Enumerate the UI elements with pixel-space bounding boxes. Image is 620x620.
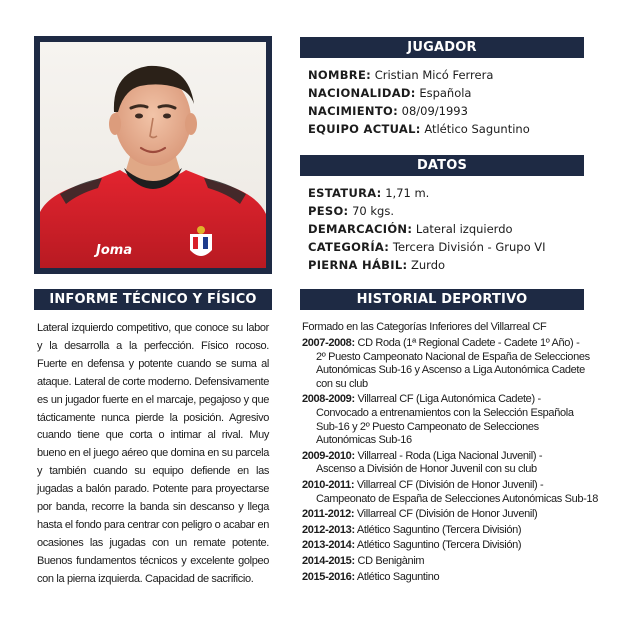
field-label: EQUIPO ACTUAL:	[308, 122, 421, 136]
jugador-header: JUGADOR	[300, 37, 584, 58]
field-pierna-habil	[308, 256, 546, 274]
field-value: Zurdo	[411, 258, 446, 272]
field-value: Cristian Micó Ferrera	[374, 68, 494, 82]
field-nacimiento	[308, 102, 530, 120]
historial-detail: Campeonato de España de Selecciones Autonómicas Sub-18	[316, 492, 598, 505]
historial-detail: 2º Puesto Campeonato Nacional de España de Selecciones	[316, 350, 590, 363]
historial-detail: Villarreal CF (División de Honor Juvenil) -	[356, 478, 544, 491]
historial-detail: Sub-16 y 2º Puesto Campeonato de Selecciones	[316, 420, 539, 433]
historial-season: 2010-2011:	[302, 478, 355, 491]
historial-entry	[302, 508, 607, 522]
historial-line	[302, 524, 607, 538]
historial-detail: Villarreal CF (Liga Autonómica Cadete) -	[357, 393, 541, 406]
historial-detail: Autonómicas Sub-16 y Ascenso a Liga Autonómica Cadete	[316, 364, 585, 377]
historial-detail: Autonómicas Sub-16	[316, 434, 412, 447]
historial-line	[302, 407, 607, 421]
historial-detail: Atlético Saguntino (Tercera División)	[356, 539, 522, 552]
field-label: PESO:	[308, 204, 349, 218]
historial-season: 2015-2016:	[302, 570, 355, 583]
historial-line	[302, 393, 607, 407]
historial-line	[302, 463, 607, 477]
field-value: 70 kgs.	[352, 204, 395, 218]
historial-season: 2008-2009:	[302, 393, 355, 406]
field-label: NACIONALIDAD:	[308, 86, 416, 100]
player-photo-frame	[34, 36, 272, 274]
historial-season: 2014-2015:	[302, 554, 355, 567]
shirt-brand-logo: Joma	[96, 243, 133, 258]
historial-detail: Atlético Saguntino	[356, 570, 440, 583]
field-nacionalidad	[308, 84, 530, 102]
informe-header: INFORME TÉCNICO Y FÍSICO	[34, 289, 272, 310]
historial-entry	[302, 524, 607, 538]
historial-detail: Convocado a entrenamientos con la Selección Española	[316, 406, 574, 419]
historial-line	[302, 450, 607, 464]
field-value: Española	[419, 86, 472, 100]
historial-line	[302, 364, 607, 378]
historial-entry	[302, 450, 607, 477]
field-value: 1,71 m.	[385, 186, 430, 200]
historial-line	[302, 571, 607, 585]
historial-list	[302, 319, 607, 586]
field-estatura	[308, 184, 546, 202]
historial-detail: CD Benigànim	[357, 554, 425, 567]
field-categoria	[308, 238, 546, 256]
historial-detail: Villarreal - Roda (Liga Nacional Juvenil) -	[357, 449, 543, 462]
historial-entry	[302, 479, 607, 506]
field-label: DEMARCACIÓN:	[308, 222, 413, 236]
datos-header: DATOS	[300, 155, 584, 176]
field-label: ESTATURA:	[308, 186, 382, 200]
field-value: Lateral izquierdo	[415, 222, 513, 236]
historial-season: 2012-2013:	[302, 523, 355, 536]
historial-entry	[302, 539, 607, 553]
historial-line	[302, 539, 607, 553]
field-value: 08/09/1993	[401, 104, 468, 118]
field-nombre	[308, 66, 530, 84]
field-value: Atlético Saguntino	[424, 122, 530, 136]
field-value: Tercera División - Grupo VI	[392, 240, 546, 254]
historial-season: 2013-2014:	[302, 539, 355, 552]
historial-entry	[302, 393, 607, 447]
field-label: PIERNA HÁBIL:	[308, 258, 408, 272]
historial-line	[302, 351, 607, 365]
historial-detail: Villarreal CF (División de Honor Juvenil)	[356, 508, 538, 521]
jugador-fields	[308, 66, 530, 138]
field-equipo-actual	[308, 120, 530, 138]
historial-detail: Atlético Saguntino (Tercera División)	[356, 523, 522, 536]
historial-line	[302, 493, 607, 507]
historial-entry	[302, 571, 607, 585]
datos-fields	[308, 184, 546, 274]
historial-entry	[302, 555, 607, 569]
historial-line	[302, 434, 607, 448]
field-peso	[308, 202, 546, 220]
player-photo	[40, 42, 266, 268]
informe-text: Lateral izquierdo competitivo, que conoce su labor y la desarrolla a la perfección. Físico rocoso. Fuerte en defensa y potente cuando se suma al ataque. Lateral de corte moderno. Defensivamente es un jugador fuerte en el marcaje, pegajoso y que tácticamente nunca pierde la posición. Agresivo cuando tiene que corta o intimar al rival. Muy bueno en el juego aéreo que domina en su parcela y también cuando su equipo defiende en las jugadas a balón parado. Potente para proyectarse por banda, recorre la banda sin descanso y llega hasta el fondo para centrar con peligro o acabar en ocasiones las jugadas con un remate potente. Buenos fundamentos técnicos y excelente golpeo con la pierna izquierda. Capacidad de sacrificio.	[37, 322, 269, 585]
historial-detail: Ascenso a División de Honor Juvenil con su club	[316, 463, 537, 476]
historial-season: 2007-2008:	[302, 337, 355, 349]
field-label: NACIMIENTO:	[308, 104, 398, 118]
historial-header: HISTORIAL DEPORTIVO	[300, 289, 584, 310]
historial-line	[302, 421, 607, 435]
historial-line	[302, 555, 607, 569]
field-label: NOMBRE:	[308, 68, 372, 82]
historial-line	[302, 378, 607, 392]
historial-detail: CD Roda (1ª Regional Cadete - Cadete 1º Año) -	[357, 337, 580, 349]
historial-season: 2009-2010:	[302, 449, 355, 462]
historial-entry	[302, 337, 607, 391]
historial-line	[302, 508, 607, 522]
player-portrait	[40, 42, 266, 268]
historial-line	[302, 337, 607, 351]
historial-intro: Formado en las Categorías Inferiores del Villarreal CF	[302, 321, 547, 333]
historial-season: 2011-2012:	[302, 508, 355, 521]
historial-line	[302, 479, 607, 493]
field-label: CATEGORÍA:	[308, 240, 390, 254]
field-demarcacion	[308, 220, 546, 238]
historial-detail: con su club	[316, 377, 368, 390]
